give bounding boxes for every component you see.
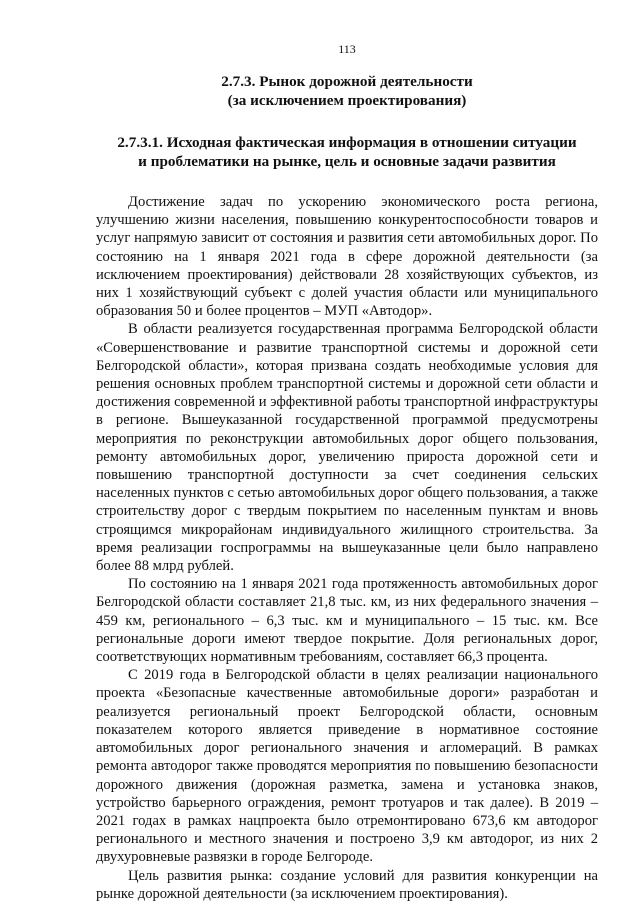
paragraph-5: Цель развития рынка: создание условий для развития конкуренции на рынке дорожной деятельности (за исключением проектирования). xyxy=(96,867,598,902)
section-title-line-1: 2.7.3. Рынок дорожной деятельности xyxy=(221,73,473,90)
body-text xyxy=(96,193,598,903)
section-title-line-2: (за исключением проектирования) xyxy=(227,92,467,109)
subsection-title xyxy=(96,133,598,171)
paragraph-2: В области реализуется государственная программа Белгородской области «Совершенствование и развитие транспортной системы и дорожной сети Белгородской области», которая призвана создать необходимые условия для решения основных проблем транспортной системы и дорожной сети области и достижения современной и эффективной работы транспортной инфраструктуры в регионе. Вышеуказанной государственной программой предусмотрены мероприятия по реконструкции автомобильных дорог общего пользования, ремонту автомобильных дорог, увеличению прироста дорожной сети и повышению транспортной доступности за счет соединения сельских населенных пунктов с сетью автомобильных дорог общего пользования, а также строительству дорог с твердым покрытием по населенным пунктам и вновь строящимся микрорайонам индивидуального жилищного строительства. За время реализации госпрограммы на вышеуказанные цели было направлено более 88 млрд рублей. xyxy=(96,321,598,575)
paragraph-4: С 2019 года в Белгородской области в целях реализации национального проекта «Безопасные качественные автомобильные дороги» разработан и реализуется региональный проект Белгородской области, основным показателем которого является приведение в нормативное состояние автомобильных дорог регионального значения и агломераций. В рамках ремонта автодорог также проводятся мероприятия по повышению безопасности дорожного движения (дорожная разметка, замена и установка знаков, устройство барьерного ограждения, ремонт тротуаров и так далее). В 2019 – 2021 годах в рамках нацпроекта было отремонтировано 673,6 км автодорог регионального и местного значения и построено 3,9 км автодорог, из них 2 двухуровневые развязки в городе Белгороде. xyxy=(96,667,598,866)
subsection-title-line-2: и проблематики на рынке, цель и основные задачи развития xyxy=(138,153,556,170)
subsection-title-line-1: 2.7.3.1. Исходная фактическая информация в отношении ситуации xyxy=(117,134,577,151)
section-title xyxy=(96,72,598,110)
paragraph-3: По состоянию на 1 января 2021 года протяженность автомобильных дорог Белгородской области составляет 21,8 тыс. км, из них федерального значения – 459 км, регионального – 6,3 тыс. км и муниципального – 15 тыс. км. Все региональные дороги имеют твердое покрытие. Доля региональных дорог, соответствующих нормативным требованиям, составляет 66,3 процента. xyxy=(96,576,598,666)
paragraph-1: Достижение задач по ускорению экономического роста региона, улучшению жизни населения, повышению конкурентоспособности товаров и услуг напрямую зависит от состояния и развития сети автомобильных дорог. По состоянию на 1 января 2021 года в сфере дорожной деятельности (за исключением проектирования) действовали 28 хозяйствующих субъектов, из них 1 хозяйствующий субъект с долей участия области или муниципального образования 50 и более процентов – МУП «Автодор». xyxy=(96,194,598,320)
page-number: 113 xyxy=(338,42,356,56)
